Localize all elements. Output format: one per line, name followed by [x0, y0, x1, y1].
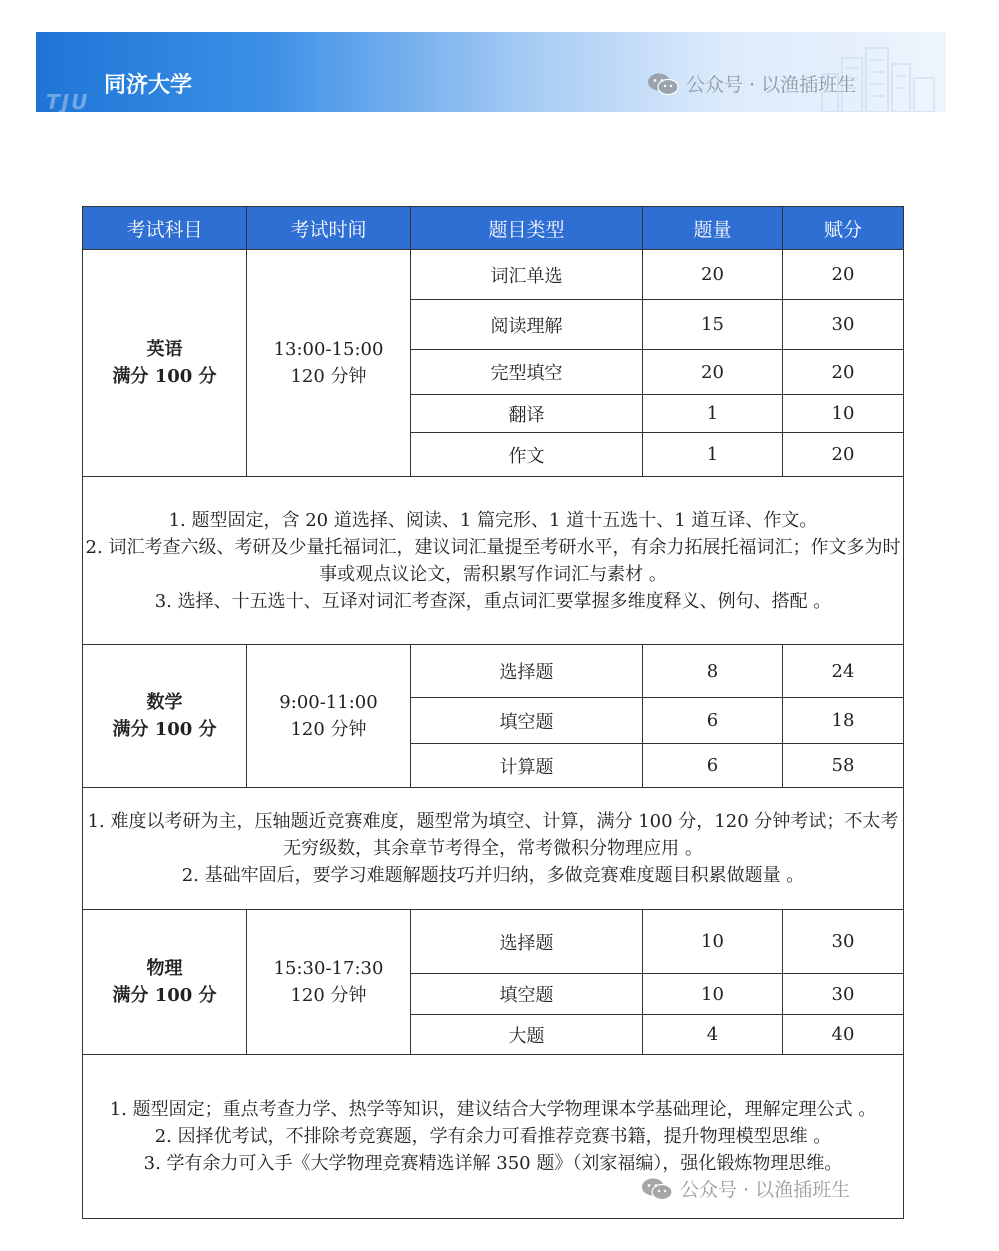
- header-type: 题目类型: [411, 207, 643, 250]
- question-count: 8: [643, 645, 783, 698]
- note-line: 1. 难度以考研为主，压轴题近竞赛难度，题型常为填空、计算，满分 100 分，120 分钟考试；不太考无穷级数，其余章节考得全，常考微积分物理应用 。: [87, 811, 899, 859]
- question-score: 30: [783, 974, 904, 1015]
- subject-name: 英语: [146, 339, 183, 360]
- subject-name: 数学: [146, 692, 183, 713]
- question-type: 选择题: [411, 910, 643, 974]
- university-logo-text: TJU: [46, 90, 90, 112]
- question-count: 4: [643, 1015, 783, 1055]
- exam-time: 13:00-15:00: [273, 339, 384, 360]
- question-score: 18: [783, 698, 904, 744]
- notes-cell: [83, 477, 904, 645]
- question-score: 10: [783, 395, 904, 433]
- question-type: 阅读理解: [411, 300, 643, 350]
- exam-duration: 120 分钟: [290, 366, 367, 387]
- question-count: 1: [643, 433, 783, 477]
- question-score: 20: [783, 433, 904, 477]
- question-count: 6: [643, 744, 783, 788]
- watermark-text: 公众号 · 以渔插班生: [680, 1179, 851, 1201]
- wechat-icon: [646, 72, 680, 96]
- subject-cell-physics: [83, 910, 247, 1055]
- question-type: 大题: [411, 1015, 643, 1055]
- note-line: 3. 选择、十五选十、互译对词汇考查深，重点词汇要掌握多维度释义、例句、搭配 。: [154, 590, 832, 612]
- question-type: 填空题: [411, 698, 643, 744]
- question-type: 计算题: [411, 744, 643, 788]
- time-cell-physics: [247, 910, 411, 1055]
- question-type: 翻译: [411, 395, 643, 433]
- question-type: 作文: [411, 433, 643, 477]
- note-line: 1. 题型固定，含 20 道选择、阅读、1 篇完形、1 道十五选十、1 道互译、作文。: [168, 509, 818, 531]
- question-count: 10: [643, 910, 783, 974]
- question-score: 30: [783, 300, 904, 350]
- exam-time: 9:00-11:00: [279, 692, 378, 713]
- table-row: [83, 645, 904, 698]
- note-line: 1. 题型固定；重点考查力学、热学等知识，建议结合大学物理课本学基础理论，理解定理公式 。: [109, 1099, 877, 1120]
- exam-table: [82, 206, 904, 1219]
- header-time: 考试时间: [247, 207, 411, 250]
- exam-duration: 120 分钟: [290, 719, 367, 740]
- question-count: 1: [643, 395, 783, 433]
- question-count: 20: [643, 250, 783, 300]
- question-type: 词汇单选: [411, 250, 643, 300]
- wechat-icon: [640, 1177, 674, 1201]
- question-score: 24: [783, 645, 904, 698]
- exam-time: 15:30-17:30: [273, 958, 384, 979]
- question-type: 填空题: [411, 974, 643, 1015]
- notes-row-english: [83, 477, 904, 645]
- question-type: 完型填空: [411, 350, 643, 395]
- subject-cell-math: [83, 645, 247, 788]
- notes-cell: [83, 788, 904, 910]
- time-cell-math: [247, 645, 411, 788]
- note-line: 3. 学有余力可入手《大学物理竞赛精选详解 350 题》（刘家福编），强化锻炼物理思维。: [143, 1153, 843, 1174]
- note-line: 2. 基础牢固后，要学习难题解题技巧并归纳，多做竞赛难度题目积累做题量 。: [181, 865, 805, 886]
- question-count: 15: [643, 300, 783, 350]
- subject-cell-english: [83, 250, 247, 477]
- wechat-watermark-top: [646, 70, 856, 97]
- header-count: 题量: [643, 207, 783, 250]
- header-subject: 考试科目: [83, 207, 247, 250]
- table-row: [83, 910, 904, 974]
- subject-full-score: 满分 100 分: [112, 985, 217, 1006]
- question-count: 20: [643, 350, 783, 395]
- wechat-watermark-bottom: [640, 1175, 850, 1202]
- subject-full-score: 满分 100 分: [112, 366, 217, 387]
- note-line: 2. 因择优考试，不排除考竞赛题，学有余力可看推荐竞赛书籍，提升物理模型思维 。: [154, 1126, 832, 1147]
- question-score: 20: [783, 250, 904, 300]
- question-score: 58: [783, 744, 904, 788]
- question-score: 30: [783, 910, 904, 974]
- question-score: 20: [783, 350, 904, 395]
- notes-row-math: [83, 788, 904, 910]
- time-cell-english: [247, 250, 411, 477]
- table-row: [83, 250, 904, 300]
- question-score: 40: [783, 1015, 904, 1055]
- question-count: 10: [643, 974, 783, 1015]
- page-title: 同济大学: [104, 73, 193, 98]
- note-line: 2. 词汇考查六级、考研及少量托福词汇，建议词汇量提至考研水平，有余力拓展托福词汇；作文多为时事或观点议论文，需积累写作词汇与素材 。: [85, 536, 901, 585]
- header-score: 赋分: [783, 207, 904, 250]
- question-type: 选择题: [411, 645, 643, 698]
- table-header-row: [83, 207, 904, 250]
- exam-duration: 120 分钟: [290, 985, 367, 1006]
- subject-full-score: 满分 100 分: [112, 719, 217, 740]
- question-count: 6: [643, 698, 783, 744]
- watermark-text: 公众号 · 以渔插班生: [686, 74, 857, 96]
- subject-name: 物理: [146, 958, 183, 979]
